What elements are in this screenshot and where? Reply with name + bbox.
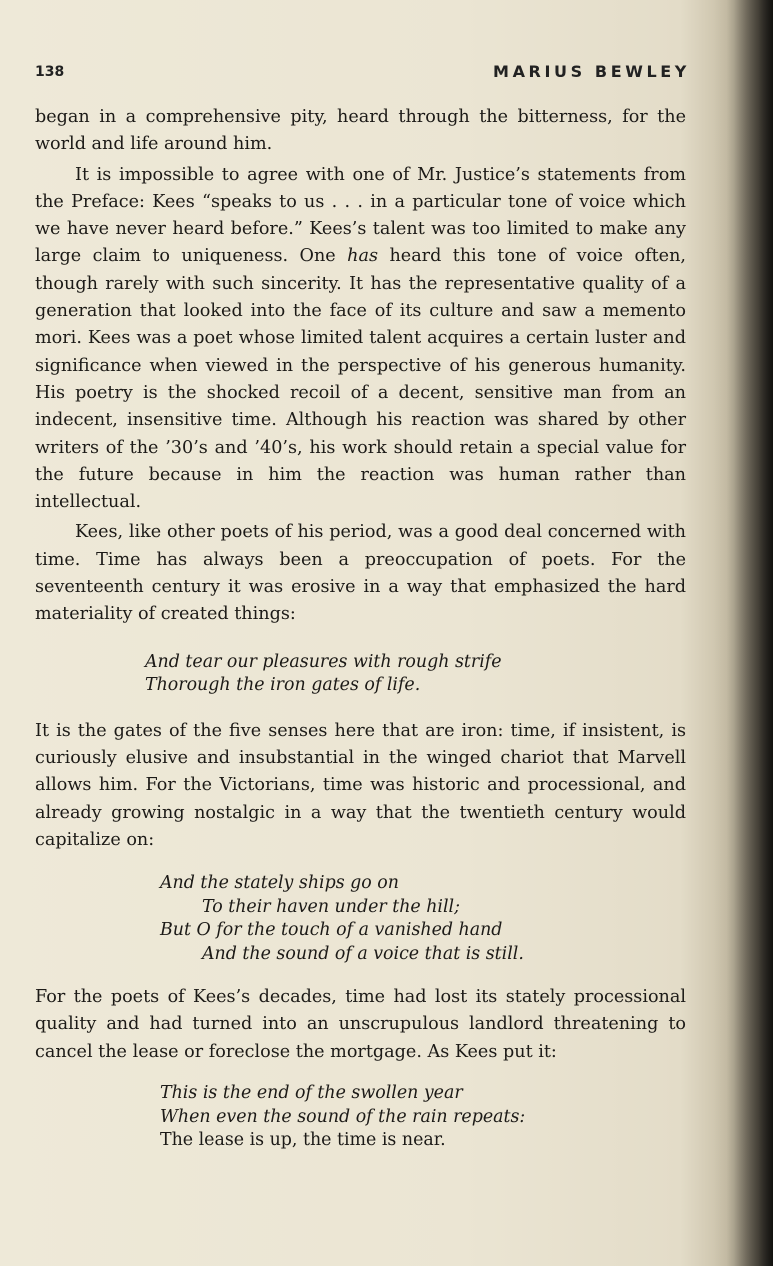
paragraph-3: Kees, like other poets of his period, was a good deal concerned with time. Time has always been a preoccupation of poets. For the seventeenth century it was erosive in a way that emphasized the hard materiality of created things: — [35, 522, 686, 625]
verse-line: To their haven under the hill; — [202, 896, 460, 917]
page-body — [35, 104, 686, 1153]
verse-line: And tear our pleasures with rough strife — [145, 651, 502, 672]
page-number: 138 — [35, 64, 65, 80]
verse-line: When even the sound of the rain repeats: — [160, 1106, 526, 1127]
verse-line: And the sound of a voice that is still. — [202, 943, 524, 964]
page-binding-shadow — [713, 0, 773, 1266]
verse-line: But O for the touch of a vanished hand — [160, 920, 503, 941]
paragraph-2-part-a: It is impossible to agree with one of Mr. Justice’s statements from the Preface: Kees “speaks to us . . . in a particular tone of voice which we have never heard before.” Kees’s talent was too limited to make any large claim to uniqueness. One — [35, 164, 686, 267]
running-head: MARIUS BEWLEY — [493, 62, 690, 81]
verse-quote-tennyson — [35, 872, 686, 966]
verse-quote-kees — [35, 1082, 686, 1153]
verse-line: The lease is up, the time is near. — [160, 1130, 446, 1151]
verse-line: And the stately ships go on — [160, 873, 399, 894]
paragraph-2-part-b: heard this tone of voice often, though rarely with such sincerity. It has the representative quality of a generation that looked into the face of its culture and saw a memento mori. Kees was a poet whose limited talent acquires a certain luster and significance when viewed in the perspective of his generous humanity. His poetry is the shocked recoil of a decent, sensitive man from an indecent, insensitive time. Although his reaction was shared by other writers of the ’30’s and ’40’s, his work should retain a special value for the future because in him the reaction was human rather than intellectual. — [35, 246, 686, 513]
page-header — [35, 60, 690, 88]
paragraph-2-emphasis: has — [347, 246, 379, 267]
verse-quote-marvell — [35, 651, 686, 698]
paragraph-4: It is the gates of the five senses here that are iron: time, if insistent, is curiously elusive and insubstantial in the winged chariot that Marvell allows him. For the Victorians, time was historic and processional, and already growing nostalgic in a way that the twentieth century would capitalize on: — [35, 720, 686, 850]
verse-line: This is the end of the swollen year — [160, 1083, 463, 1104]
paragraph-5: For the poets of Kees’s decades, time had lost its stately processional quality and had turned into an unscrupulous landlord threatening to cancel the lease or foreclose the mortgage. As Kees put it: — [35, 987, 686, 1062]
paragraph-1: began in a comprehensive pity, heard through the bitterness, for the world and life around him. — [35, 107, 686, 155]
paragraph-2 — [35, 162, 686, 517]
verse-line: Thorough the iron gates of life. — [145, 675, 421, 696]
